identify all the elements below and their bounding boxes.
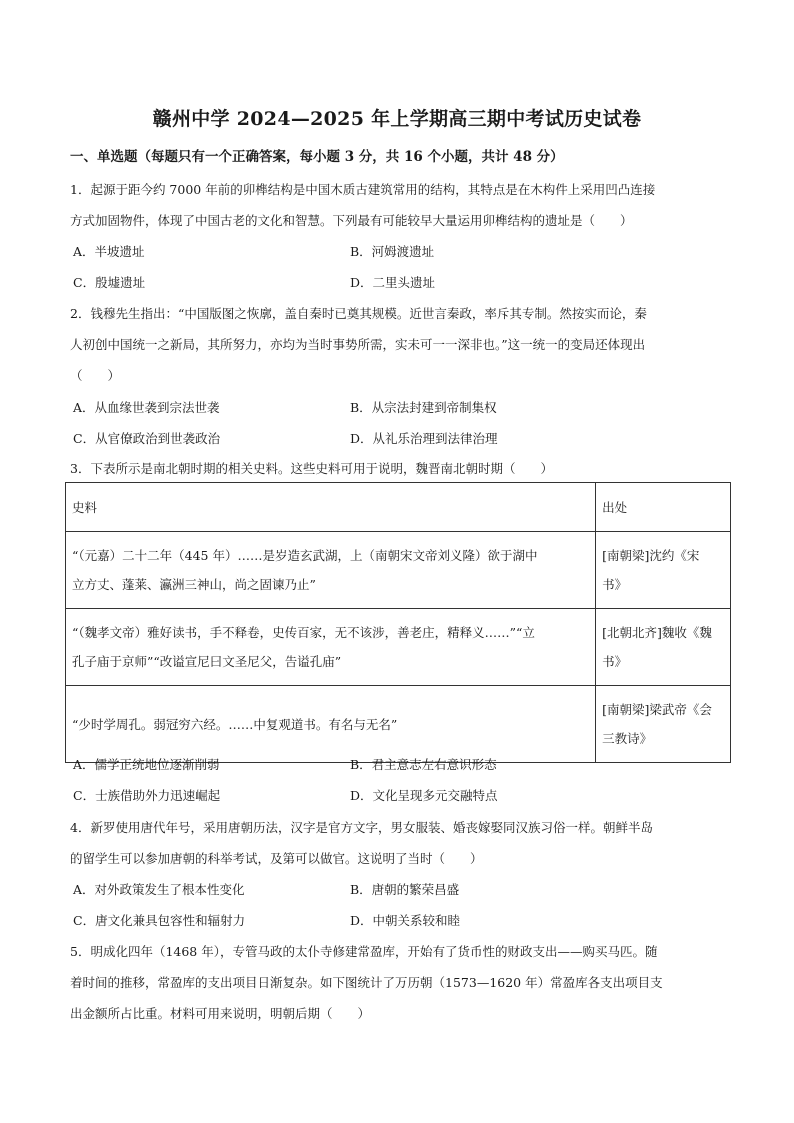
exam-title: 赣州中学 2024—2025 年上学期高三期中考试历史试卷 (152, 108, 642, 130)
question-4-option-d[interactable]: D．中朝关系较和睦 (350, 913, 461, 928)
table-cell-origin (596, 686, 731, 763)
question-1-option-c[interactable]: C．殷墟遗址 (73, 275, 146, 290)
table-header-origin: 出处 (596, 483, 731, 532)
question-5-stem-line-3: 出金额所占比重。材料可用来说明，明朝后期（ ） (70, 1006, 371, 1021)
question-4-option-a[interactable]: A．对外政策发生了根本性变化 (73, 882, 245, 897)
question-3-option-b[interactable]: B．君主意志左右意识形态 (350, 757, 497, 772)
table-cell-text: 孔子庙于京师”“改谥宣尼曰文圣尼父，告谥孔庙” (72, 654, 342, 669)
table-cell-text: [南朝梁]沈约《宋 (602, 548, 700, 563)
table-cell-text: 书》 (602, 654, 628, 669)
question-2-stem-line-2: 人初创中国统一之新局，其所努力，亦均为当时事势所需，实未可一一深非也。”这一统一的变局还体现出 (70, 337, 646, 352)
table-header-row (66, 483, 731, 532)
question-4-option-c[interactable]: C．唐文化兼具包容性和辐射力 (73, 913, 246, 928)
question-2-stem-line-1: 2．钱穆先生指出：“中国版图之恢廓，盖自秦时已奠其规模。近世言秦政，率斥其专制。然按实而论，秦 (70, 306, 647, 321)
table-cell-text: “（元嘉）二十二年（445 年）……是岁造玄武湖，上（南朝宋文帝刘义隆）欲于湖中 (72, 548, 538, 563)
source-table (65, 482, 731, 763)
question-1-option-a[interactable]: A．半坡遗址 (73, 244, 145, 259)
question-2-option-c[interactable]: C．从官僚政治到世袭政治 (73, 431, 221, 446)
table-cell-text: [南朝梁]梁武帝《会 (602, 702, 712, 717)
question-1-stem-line-2: 方式加固物件，体现了中国古老的文化和智慧。下列最有可能较早大量运用卯榫结构的遗址是（ ） (70, 213, 633, 228)
table-cell-text: [北朝北齐]魏收《魏 (602, 625, 712, 640)
table-cell-origin (596, 532, 731, 609)
question-4-option-b[interactable]: B．唐朝的繁荣昌盛 (350, 882, 460, 897)
table-cell-source (66, 686, 596, 763)
table-row (66, 532, 731, 609)
table-row (66, 609, 731, 686)
question-1-option-b[interactable]: B．河姆渡遗址 (350, 244, 435, 259)
table-cell-source (66, 609, 596, 686)
question-2-option-b[interactable]: B．从宗法封建到帝制集权 (350, 400, 497, 415)
table-cell-text: “少时学周孔。弱冠穷六经。……中复观道书。有名与无名” (72, 716, 398, 732)
table-cell-text: 三教诗》 (602, 731, 653, 746)
question-5-stem-line-2: 着时间的推移，常盈库的支出项目日渐复杂。如下图统计了万历朝（1573—1620 年）常盈库各支出项目支 (70, 975, 663, 990)
question-3-option-d[interactable]: D．文化呈现多元交融特点 (350, 788, 498, 803)
table-cell-source (66, 532, 596, 609)
section-heading: 一、单选题（每题只有一个正确答案，每小题 3 分，共 16 个小题，共计 48 分） (70, 149, 564, 165)
question-5-stem-line-1: 5．明成化四年（1468 年），专管马政的太仆寺修建常盈库，开始有了货币性的财政支出——购买马匹。随 (70, 944, 658, 959)
question-1-option-d[interactable]: D．二里头遗址 (350, 275, 436, 290)
question-4-stem-line-2: 的留学生可以参加唐朝的科举考试，及第可以做官。这说明了当时（ ） (70, 851, 483, 866)
question-2-option-a[interactable]: A．从血缘世袭到宗法世袭 (73, 400, 220, 415)
table-cell-text: 立方丈、蓬莱、瀛洲三神山，尚之固谏乃止” (72, 577, 316, 592)
table-header-source: 史料 (66, 483, 596, 532)
question-4-stem-line-1: 4．新罗使用唐代年号，采用唐朝历法，汉字是官方文字，男女服装、婚丧嫁娶同汉族习俗一样。朝鲜半岛 (70, 820, 653, 835)
table-cell-text: “（魏孝文帝）雅好读书，手不释卷，史传百家，无不该涉，善老庄，精释义……”“立 (72, 625, 535, 640)
question-3-option-a[interactable]: A．儒学正统地位逐渐削弱 (73, 757, 220, 772)
table-cell-origin (596, 609, 731, 686)
question-3-option-c[interactable]: C．士族借助外力迅速崛起 (73, 788, 221, 803)
question-2-stem-line-3: （ ） (70, 368, 121, 383)
question-2-option-d[interactable]: D．从礼乐治理到法律治理 (350, 431, 498, 446)
table-row (66, 686, 731, 763)
table-cell-text: 书》 (602, 577, 628, 592)
question-1-stem-line-1: 1．起源于距今约 7000 年前的卯榫结构是中国木质古建筑常用的结构，其特点是在木构件上采用凹凸连接 (70, 182, 656, 197)
question-3-stem: 3．下表所示是南北朝时期的相关史料。这些史料可用于说明，魏晋南北朝时期（ ） (70, 461, 553, 476)
